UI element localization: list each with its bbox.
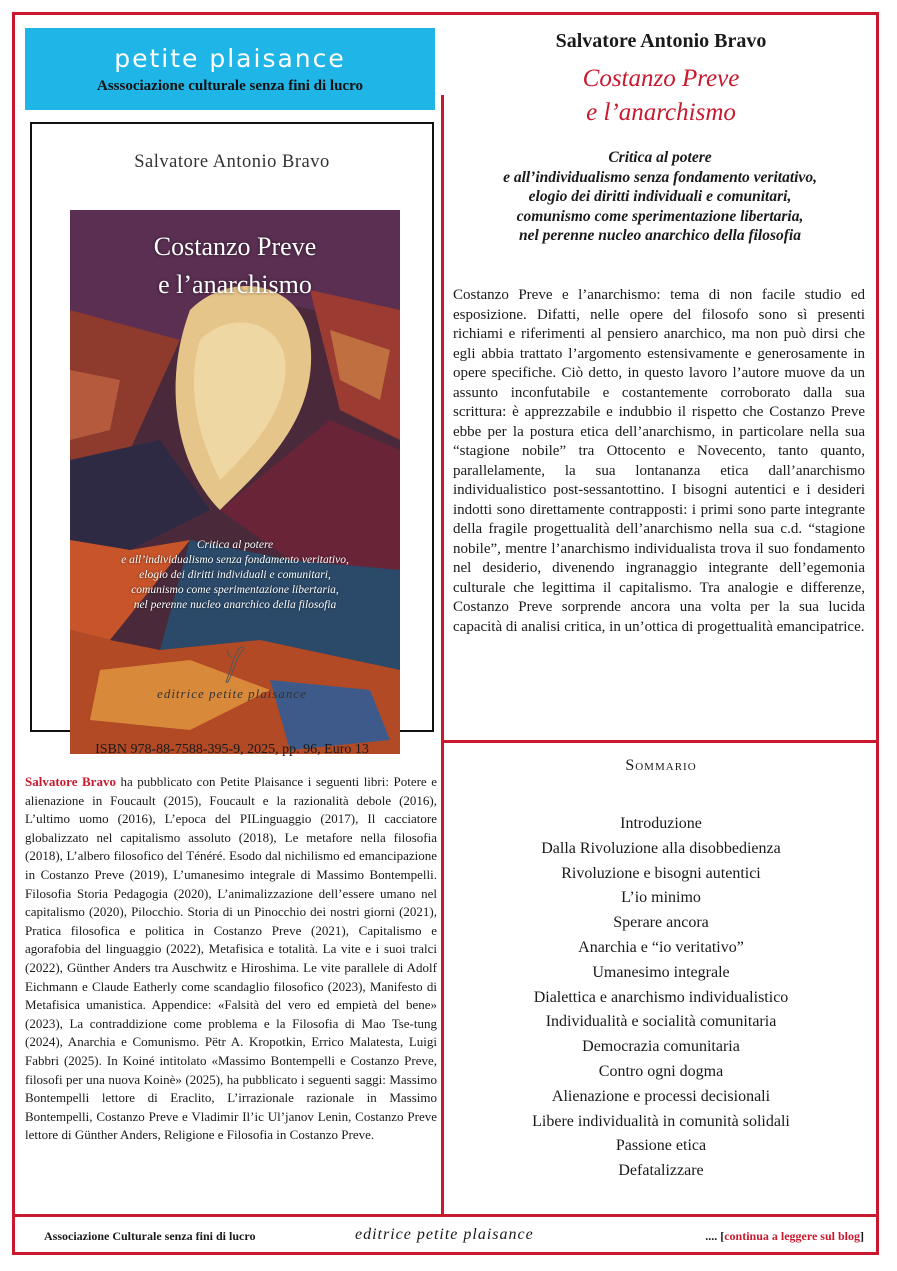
toc-item: Sperare ancora [613,914,709,932]
book-subtitle-line: comunismo come sperimentazione libertaria, [516,207,804,225]
sommario-list [446,812,876,1184]
book-title [446,62,876,130]
toc-item: L’io minimo [621,889,701,907]
toc-item: Democrazia comunitaria [582,1038,740,1056]
book-subtitle-line: Critica al potere [608,149,712,166]
cover-subtitle-line: nel perenne nucleo anarchico della filosofia [133,599,337,611]
book-subtitle [460,148,860,246]
brand-logo: petite plaisance [114,44,346,73]
quill-icon [222,644,246,684]
cover-subtitle-line: comunismo come sperimentazione libertaria, [131,584,339,596]
toc-item: Defatalizzare [618,1162,704,1180]
footer-suffix: ] [860,1229,864,1243]
header-banner [25,28,435,110]
cover-title-line2: e l’anarchismo [158,270,312,299]
toc-item: Libere individualità in comunità solidali [532,1112,790,1130]
toc-item: Anarchia e “io veritativo” [578,938,744,956]
toc-item: Contro ogni dogma [598,1062,724,1080]
bio-text: ha pubblicato con Petite Plaisance i seguenti libri: Potere e alienazione in Foucault (2015), Foucault e la razionalità debole (2016), L’ultimo uomo (2016), L’epoca del PILinguaggio (2017), Il cacciatore globalizzato nel capitalismo assoluto (2018), Le metafore nella filosofia (2018), L’albero filosofico del Ténéré. Esodo dal nichilismo ed emancipazione in Costanzo Preve (2019), L’umanesimo integrale di Massimo Bontempelli. Filosofia Storia Pedagogia (2020), L’animalizzazione dell’essere umano nel capitalismo (2020), Pilocchio. Storia di un Pinocchio dei nostri giorni (2021), Pratica filosofica e politica in Costanzo Preve (2021), Capitalismo e agorafobia del linguaggio (2022), Metafisica e totalità. La vite e i suoi tralci (2022), Günther Anders tra Auschwitz e Hiroshima. Le vite parallele di Adolf Eichmann e Claude Eatherly come scandaglio filosofico (2023), Manifesto di Metafisica umanistica. Appendice: «Falsità del vero ed empietà del bene» (2023), La contraddizione come problema e la Filosofia di Mao Tse-tung (2024), Anarchia e Comunismo. Pëtr A. Kropotkin, Errico Malatesta, Luigi Fabbri (2025). In Koiné intitolato «Massimo Bontempelli e Costanzo Preve, filosofi per una nuova Koinè» (2025), ha pubblicato i seguenti saggi: Massimo Bontempelli lettore di Eraclito, L’irrazionale razionale in Massimo Bontempelli, Costanzo Preve e Vladimir Il’ic Ul’janov Lenin, Costanzo Preve lettore di Günther Anders, Religione e Filosofia in Costanzo Preve. [25,774,438,1143]
bio-author-name: Salvatore Bravo [25,774,116,789]
footer-prefix: .... [ [705,1229,725,1243]
isbn-line: ISBN 978-88-7588-395-9, 2025, pp. 96, Euro 13 [95,742,369,757]
author-bio [25,773,437,1145]
footer-divider [15,1214,876,1217]
toc-item: Dalla Rivoluzione alla disobbedienza [541,839,781,857]
footer-publisher-logo: editrice petite plaisance [355,1226,534,1243]
cover-publisher: editrice petite plaisance [157,686,307,701]
cover-author: Salvatore Antonio Bravo [134,152,330,172]
cover-subtitle-line: e all’individualismo senza fondamento veritativo, [121,554,349,566]
book-title-line1: Costanzo Preve [582,65,740,92]
cover-subtitle-line: elogio dei diritti individuali e comunitari, [139,569,331,581]
book-cover [30,122,434,732]
cover-subtitle-line: Critica al potere [196,539,274,551]
row-divider-right [441,740,876,743]
column-divider-bottom [441,740,444,1215]
cover-subtitle [70,538,400,613]
sommario-title: Sommario [625,757,697,774]
toc-item: Introduzione [620,815,702,832]
toc-item: Alienazione e processi decisionali [551,1087,771,1105]
continue-reading-link[interactable]: continua a leggere sul blog [724,1229,860,1243]
book-subtitle-line: nel perenne nucleo anarchico della filosofia [518,227,801,244]
book-description: Costanzo Preve e l’anarchismo: tema di non facile studio ed esposizione. Difatti, nelle opere del filosofo sono sì presenti richiami e riferimenti al pensiero anarchico, ma non può dirsi che egli abbia trattato l’argomento estensivamente e generosamente in opere specifiche. Ciò detto, in questo lavoro l’autore muove da un assunto inconfutabile e costantemente corroborato dalla sua scrittura: è apprezzabile e indubbio il rispetto che Costanzo Preve ebbe per la postura etica dell’anarchismo, in particolare nella sua “stagione nobile” tra Ottocento e Novecento, tanto quanto, parallelamente, la sua lontananza etica dall’anarchismo individualistico post-sessantottino. I bisogni autentici e i desideri indotti sono direttamente contrapposti: i primi sono parte integrante della fragile progettualità dell’anarchismo nella sua c.d. “stagione nobile”, mentre l’anarchismo individualista trova il suo fondamento nel desiderio, divenendo ingranaggio integrante dell’egemonia culturale che legittima il capitalismo. Tra analogie e differenze, Costanzo Preve sorprende ancora una volta per la sua lucida capacità di analisi critica, in un’ottica di progettualità emancipatrice. [453,287,865,635]
book-author: Salvatore Antonio Bravo [555,30,767,52]
column-divider-top [441,95,444,740]
toc-item: Rivoluzione e bisogni autentici [561,864,761,882]
footer-association: Associazione Culturale senza fini di lucro [44,1229,256,1243]
toc-item: Individualità e socialità comunitaria [545,1013,777,1031]
toc-item: Dialettica e anarchismo individualistico [533,988,789,1006]
book-subtitle-line: elogio dei diritti individuali e comunitari, [528,188,792,205]
book-subtitle-line: e all’individualismo senza fondamento veritativo, [503,168,817,186]
footer-continue [705,1229,864,1244]
toc-item: Passione etica [615,1137,707,1155]
cover-title-line1: Costanzo Preve [153,232,317,261]
toc-item: Umanesimo integrale [592,963,730,981]
brand-tagline: Asssociazione culturale senza fini di lucro [97,78,363,94]
book-title-line2: e l’anarchismo [586,99,736,126]
